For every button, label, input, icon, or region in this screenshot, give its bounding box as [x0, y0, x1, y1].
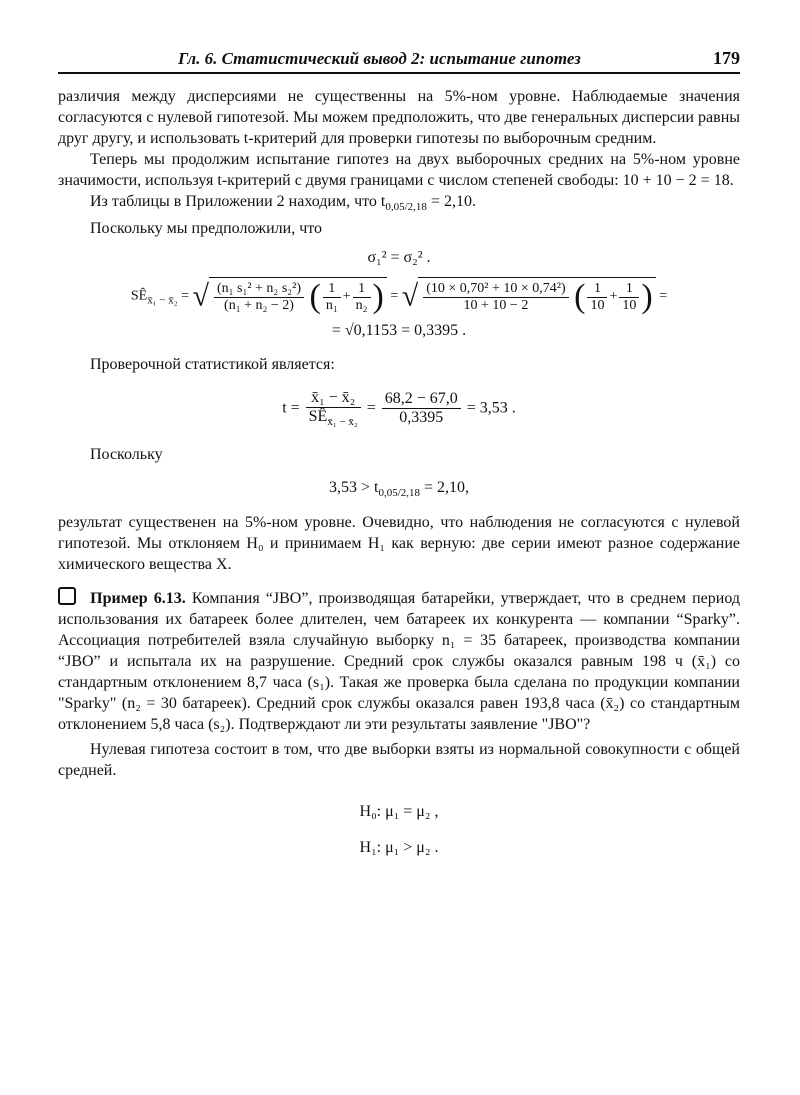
t-numeric-denominator: 0,3395 — [399, 409, 444, 427]
alternative-hypothesis: H₁: μ₁ > μ₂ . — [359, 838, 439, 856]
example-paragraph — [58, 587, 740, 735]
running-title: Гл. 6. Статистический вывод 2: испытание гипотез — [178, 49, 581, 68]
example-text: Компания “JBO”, производящая батарейки, утверждает, что в среднем период использования их батареек более длителен, чем батареек их конкурента — компании “Sparky”. Ассоциация потребителей взяла случайную выборку n₁ = 35 батареек, производства компании “JBO” и испытала их на разрушение. Средний срок службы оказался равным 198 ч (x̄₁) со стандартным отклонением 8,7 часа (s₁). Такая же проверка была сделана по продукции компании "Sparky" (n₂ = 30 батареек). Средний срок службы оказался равен 193,8 часа (x̄₂) со стандартным отклонением 5,8 часа (s₂). Подтверждают ли эти результаты заявление "JBO"? — [58, 589, 741, 733]
se-formula-denominator: (n₁ + n₂ − 2) — [224, 297, 294, 313]
se-lhs: SÊ — [130, 288, 148, 304]
comparison-subscript: 0,05/2,18 — [378, 487, 420, 500]
page-header — [58, 48, 740, 74]
se-formula-numerator: (n₁ s₁² + n₂ s₂²) — [214, 281, 304, 298]
se-formula: $SÊ_{x̄_1 - x̄_2}$ = √ $\frac{\text{(n₁ s₁² + n₂ s₂²)}}{\text{(n₁ + n₂ − 2)}}$ ( $\frac{1}{\text{n₁}}$ + $\frac{1}{\text{n₂}}$ ) = √ $\frac{\text{(10 × 0,70² + 10 × 0,74²)}}{10 + 10 - 2}$ ( $\frac{1}{10}$ + $\frac{1}{10}$ ) = — [130, 278, 668, 316]
paragraph-5: Проверочной статистикой является: — [90, 356, 335, 374]
paragraph-6: Поскольку — [90, 446, 163, 464]
se-numeric-denominator: 10 + 10 − 2 — [463, 297, 529, 313]
paragraph-8: Нулевая гипотеза состоит в том, что две выборки взяты из нормальной совокупности с общей средней. — [58, 740, 740, 779]
paragraph-3-text: Из таблицы в Приложении 2 находим, что — [90, 193, 377, 210]
comparison — [58, 479, 740, 499]
t-numeric-numerator: 68,2 − 67,0 — [382, 390, 461, 409]
comparison-lhs: 3,53 > t — [328, 479, 379, 497]
variance-equality: σ₁² = σ₂² . — [367, 249, 431, 267]
page-number: 179 — [713, 48, 740, 68]
se-numeric-numerator: (10 × 0,70² + 10 × 0,74²) — [423, 281, 568, 298]
t-formula-denominator: SÊ — [308, 408, 328, 426]
paragraph-3: Из таблицы в Приложении 2 находим, что $t_{0,05/2,18} = 2,10$. — [90, 193, 476, 214]
paragraph-1: различия между дисперсиями не существенны на 5%-ном уровне. Наблюдаемые значения согласуются с нулевой гипотезой. Мы можем предположить, что две генеральных дисперсии равны друг другу, и использовать t-критерий для проверки гипотезы по выборочным средним. — [58, 88, 740, 147]
t-critical-value: = 2,10. — [430, 193, 476, 210]
comparison-value: = 2,10, — [424, 479, 470, 497]
t-formula-numerator: x̄₁ − x̄₂ — [306, 389, 361, 408]
se-result: = √0,1153 = 0,3395 . — [331, 322, 467, 340]
example-label: Пример 6.13. — [90, 589, 186, 607]
t-result: = 3,53 . — [466, 399, 516, 417]
page — [58, 48, 740, 857]
paragraph-2: Теперь мы продолжим испытание гипотез на двух выборочных средних на 5%-ном уровне значимости, используя t-критерий с двумя границами с числом степеней свободы: 10 + 10 − 2 = 18. — [58, 151, 740, 189]
paragraph-7: результат существенен на 5%-ном уровне. Очевидно, что наблюдения не согласуются с нулевой гипотезой. Мы отклоняем H₀ и принимаем H₁ как верную: две серии имеют разное содержание химического вещества X. — [58, 513, 740, 573]
example-marker-icon — [58, 587, 76, 605]
null-hypothesis: H₀: μ₁ = μ₂ , — [359, 802, 439, 820]
t-statistic-formula: t = $\frac{\text{x̄₁ − x̄₂}}{SÊ_{x̄_1 - x̄_2}}$ = $\frac{68,2 - 67,0}{0,3395}$ = 3,53 . — [282, 389, 516, 429]
paragraph-4: Поскольку мы предположили, что — [90, 220, 323, 238]
t-critical-subscript: 0,05/2,18 — [385, 201, 427, 214]
